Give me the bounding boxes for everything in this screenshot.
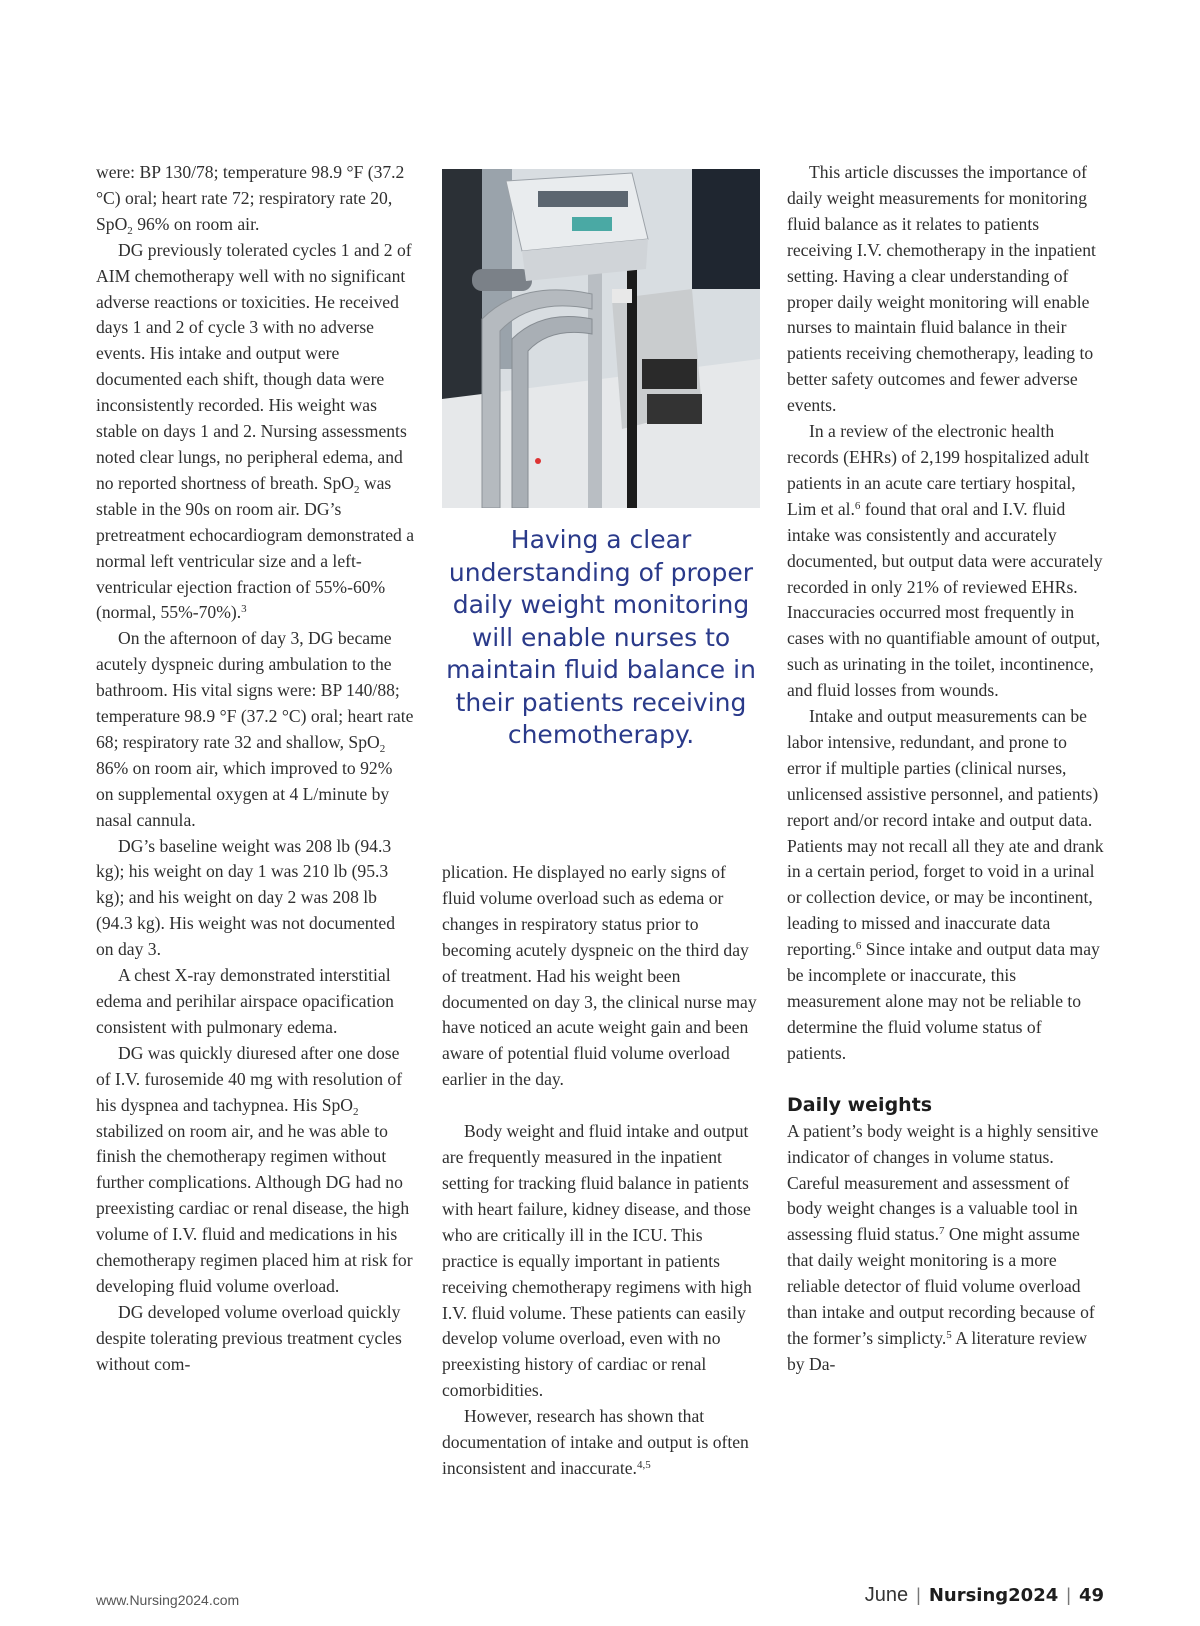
page-number: 49	[1078, 1585, 1104, 1606]
research-paragraph: However, research has shown that documentation of intake and output is often inconsistent and inaccurate.$^{4,5}$	[442, 1406, 749, 1478]
scale-photo	[442, 169, 760, 508]
complication-paragraph: plication. He displayed no early signs of fluid volume overload such as edema or changes in respiratory status prior to becoming acutely dyspneic on the third day of treatment. Had his weight been documented on day 3, the clinical nurse may have noticed an acute weight gain and been aware of potential fluid volume overload earlier in the day.	[442, 862, 757, 1090]
footer-separator: |	[916, 1585, 921, 1605]
column-2	[442, 860, 760, 1482]
ehr-review-paragraph: In a review of the electronic health records (EHRs) of 2,199 hospitalized adult patients in an acute care tertiary hospital, Lim et al.$^6$ found that oral and I.V. fluid intake was consistently and accurately documented, but output data were accurately recorded in only 21% of reviewed EHRs. Inaccuracies occurred most frequently in cases with no quantifiable amount of output, such as urinating in the toilet, incontinence, and fluid losses from wounds.	[787, 421, 1103, 701]
column-3	[787, 160, 1105, 1378]
section-heading-daily-weights: Daily weights	[787, 1093, 933, 1116]
weight-scale-illustration	[442, 169, 760, 508]
footer-month: June	[864, 1584, 909, 1606]
pull-quote: Having a clear understanding of proper daily weight monitoring will enable nurses to maintain fluid balance in their patients receiving chemotherapy.	[446, 525, 756, 749]
footer-magazine-name: Nursing2024	[928, 1585, 1059, 1606]
vitals-paragraph: were: BP 130/78; temperature 98.9 °F (37.2 °C) oral; heart rate 72; respiratory rate 20, SpO$_2$ 96% on room air.	[96, 162, 405, 237]
footer-separator: |	[1066, 1585, 1071, 1605]
daily-weights-paragraph: A patient’s body weight is a highly sensitive indicator of changes in volume status. Careful measurement and assessment of body weight changes is a valuable tool in assessing fluid status.$^7$ One might assume that daily weight monitoring is a more reliable detector of fluid volume overload than intake and output recording because of the former’s simplicty.$^5$ A literature review by Da-	[787, 1120, 1099, 1374]
footer-website: www.Nursing2024.com	[96, 1592, 240, 1608]
weight-paragraph: DG’s baseline weight was 208 lb (94.3 kg); his weight on day 1 was 210 lb (95.3 kg); and his weight on day 2 was 208 lb (94.3 kg). His weight was not documented on day 3.	[96, 835, 396, 960]
intake-output-paragraph: Intake and output measurements can be labor intensive, redundant, and prone to error if multiple parties (clinical nurses, unlicensed assistive personnel, and patients) report and/or record intake and output data. Patients may not recall all they ate and drank in a certain period, forget to void in a urinal or collection device, or may be incontinent, leading to missed and inaccurate data reporting.$^6$ Since intake and output data may be incomplete or inaccurate, this measurement alone may not be reliable to determine the fluid volume status of patients.	[787, 706, 1104, 1063]
column-1	[96, 160, 414, 1378]
body-weight-paragraph: Body weight and fluid intake and output are frequently measured in the inpatient setting for tracking fluid balance in patients with heart failure, kidney disease, and those who are critically ill in the ICU. This practice is equally important in patients receiving chemotherapy regimens with high I.V. fluid volume. These patients can easily develop volume overload, even with no preexisting history of cardiac or renal comorbidities.	[442, 1121, 752, 1401]
footer-folio	[865, 1584, 1104, 1607]
history-paragraph: DG previously tolerated cycles 1 and 2 of AIM chemotherapy well with no significant adverse reactions or toxicities. He received days 1 and 2 of cycle 3 with no adverse events. His intake and output were documented each shift, though data were inconsistently recorded. His weight was stable on days 1 and 2. Nursing assessments noted clear lungs, no peripheral edema, and no reported shortness of breath. SpO$_2$ was stable in the 90s on room air. DG’s pretreatment echocardiogram demonstrated a normal left ventricular size and a left-ventricular ejection fraction of 55%-60% (normal, 55%-70%).$^3$	[96, 239, 415, 623]
article-intro-paragraph: This article discusses the importance of daily weight measurements for monitoring fluid balance as it relates to patients receiving I.V. chemotherapy in the inpatient setting. Having a clear understanding of proper daily weight monitoring will enable nurses to maintain fluid balance in their patients receiving chemotherapy, leading to better safety outcomes and fewer adverse events.	[787, 162, 1096, 416]
overload-paragraph: DG developed volume overload quickly despite tolerating previous treatment cycles without com-	[96, 1301, 402, 1374]
diuresis-paragraph: DG was quickly diuresed after one dose of I.V. furosemide 40 mg with resolution of his dyspnea and tachypnea. His SpO$_2$ stabilized on room air, and he was able to finish the chemotherapy regimen without further complications. Although DG had no preexisting cardiac or renal disease, the high volume of I.V. fluid and medications in his chemotherapy regimen placed him at risk for developing fluid volume overload.	[96, 1042, 413, 1296]
dyspnea-paragraph: On the afternoon of day 3, DG became acutely dyspneic during ambulation to the bathroom. His vital signs were: BP 140/88; temperature 98.9 °F (37.2 °C) oral; heart rate 68; respiratory rate 32 and shallow, SpO$_2$ 86% on room air, which improved to 92% on supplemental oxygen at 4 L/minute by nasal cannula.	[96, 628, 414, 830]
xray-paragraph: A chest X-ray demonstrated interstitial edema and perihilar airspace opacification consistent with pulmonary edema.	[96, 965, 394, 1037]
